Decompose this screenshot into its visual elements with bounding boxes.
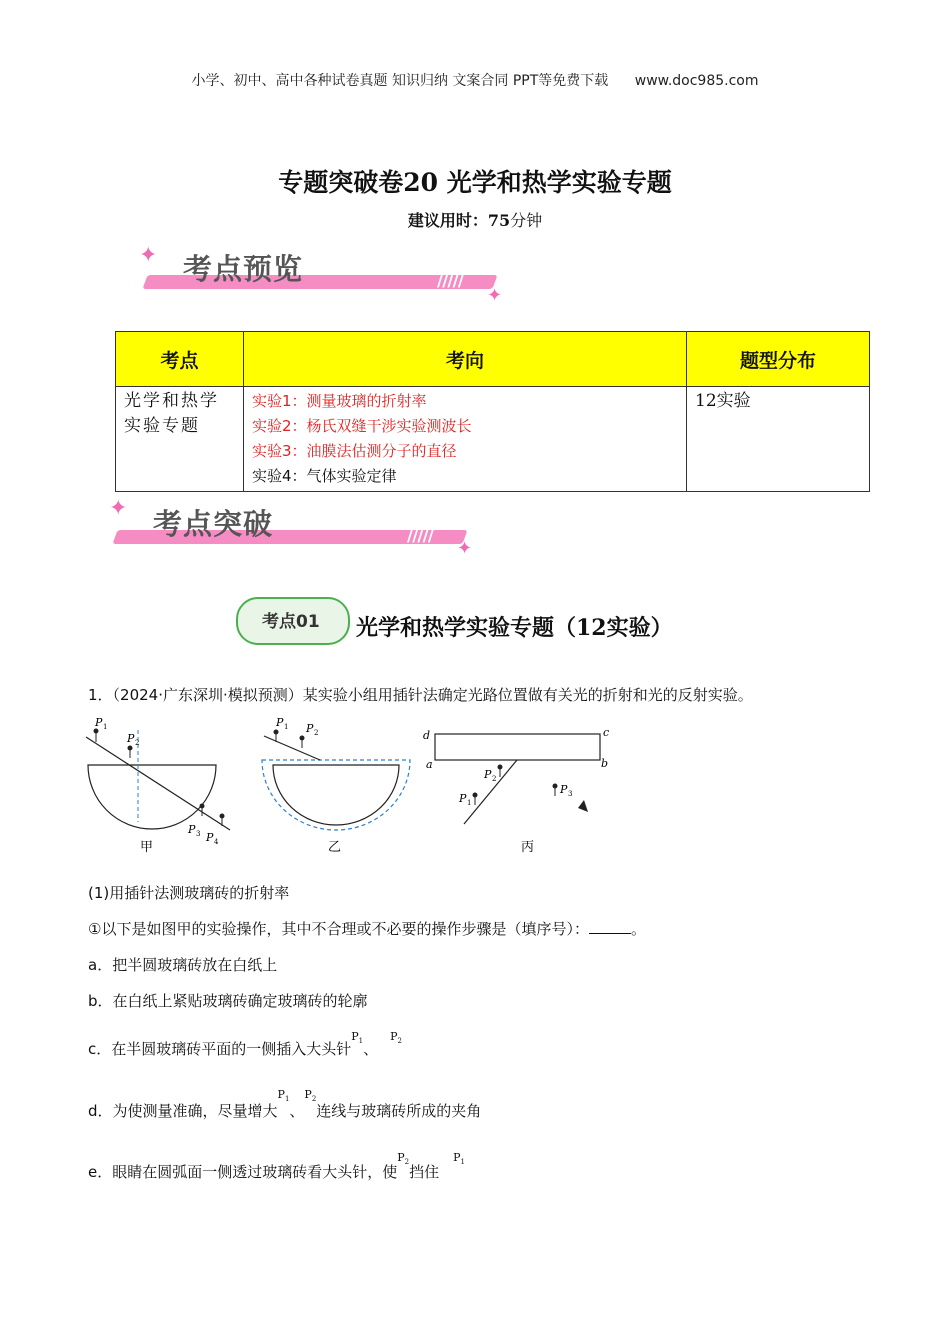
option-c-text: c．在半圆玻璃砖平面的一侧插入大头针 <box>88 1040 352 1058</box>
banner-breakthrough-text: 考点突破 <box>153 507 274 541</box>
svg-text:1: 1 <box>284 723 289 731</box>
svg-text:P: P <box>127 732 135 745</box>
svg-text:1: 1 <box>103 723 108 731</box>
figure-jia <box>86 716 230 855</box>
page-title: 专题突破卷20 光学和热学实验专题 <box>278 168 672 197</box>
svg-text:2: 2 <box>135 739 140 747</box>
sparkle-icon: ✦ <box>109 496 128 521</box>
pin-p2-symbol: P2 <box>304 1088 317 1104</box>
step-prompt-text: ①以下是如图甲的实验操作，其中不合理或不必要的操作步骤是（填序号）： <box>88 920 589 938</box>
svg-text:P: P <box>459 792 467 805</box>
suggested-time-unit: 分钟 <box>510 211 543 230</box>
pin-p2-symbol: P2 <box>390 1030 403 1046</box>
pin-p2-symbol: P2 <box>397 1151 410 1167</box>
table-cell-distribution: 12实验 <box>687 387 870 492</box>
list-item: 实验1：测量玻璃的折射率 <box>252 392 427 410</box>
hatch-decoration: ///// <box>407 526 434 546</box>
option-c: c．在半圆玻璃砖平面的一侧插入大头针$^{P_1}$、$^{P_2}$ <box>88 1030 403 1058</box>
section-title: 光学和热学实验专题（12实验） <box>356 615 673 641</box>
sparkle-icon: ✦ <box>457 538 473 559</box>
svg-text:3: 3 <box>196 830 201 838</box>
svg-text:P: P <box>276 716 284 729</box>
svg-text:2: 2 <box>314 729 319 737</box>
step-prompt <box>88 918 646 939</box>
svg-text:4: 4 <box>214 838 219 846</box>
pin-p1-symbol: P1 <box>453 1151 465 1167</box>
sparkle-icon: ✦ <box>139 243 158 268</box>
pin-p1-symbol: P1 <box>351 1030 364 1046</box>
svg-text:a: a <box>426 758 433 771</box>
table-row <box>116 387 870 492</box>
svg-text:3: 3 <box>568 790 573 798</box>
option-d: d．为使测量准确，尽量增大$^{P_1}$、$^{P_2}$连线与玻璃砖所成的夹角 <box>88 1088 482 1120</box>
figure-label-bing: 丙 <box>521 840 535 855</box>
svg-text:P: P <box>306 722 314 735</box>
topic-badge <box>236 597 350 645</box>
option-e-tail: 挡住 <box>409 1163 440 1181</box>
list-item: 实验2：杨氏双缝干涉实验测波长 <box>252 417 472 435</box>
figure-yi <box>262 716 410 855</box>
option-a: a．把半圆玻璃砖放在白纸上 <box>88 956 278 974</box>
figure-label-yi: 乙 <box>328 840 342 855</box>
header-url[interactable]: www.doc985.com <box>634 73 759 89</box>
suggested-time-label: 建议用时： <box>407 211 488 230</box>
banner-preview-text: 考点预览 <box>183 252 304 286</box>
option-e-text: e．眼睛在圆弧面一侧透过玻璃砖看大头针，使 <box>88 1163 398 1181</box>
option-e <box>88 1151 465 1182</box>
svg-text:P: P <box>560 783 568 796</box>
question-text: （2024·广东深圳·模拟预测）某实验小组用插针法确定光路位置做有关光的折射和光的反射实验。 <box>112 686 753 704</box>
answer-blank[interactable] <box>589 921 631 934</box>
topic-table <box>115 331 870 492</box>
part-1-heading: (1)用插针法测玻璃砖的折射率 <box>88 884 290 902</box>
header-text: 小学、初中、高中各种试卷真题 知识归纳 文案合同 PPT等免费下载 <box>191 73 609 89</box>
hatch-decoration: ///// <box>437 271 464 291</box>
banner-breakthrough <box>95 496 495 562</box>
option-d-text: d．为使测量准确，尽量增大 <box>88 1102 278 1120</box>
list-item: 实验3：油膜法估测分子的直径 <box>252 442 457 460</box>
question-number: 1． <box>88 686 113 704</box>
table-header: 考点 <box>116 332 244 387</box>
figure-diagrams <box>80 712 640 857</box>
suggested-time-value: 75 <box>487 211 511 230</box>
svg-text:P: P <box>484 768 492 781</box>
svg-text:P: P <box>206 831 214 844</box>
figure-label-jia: 甲 <box>140 840 154 855</box>
pin-p1-symbol: P1 <box>277 1088 290 1104</box>
topic-badge-text: 考点01 <box>262 612 320 632</box>
sparkle-icon: ✦ <box>487 285 503 306</box>
table-cell-items <box>244 387 687 492</box>
table-header: 题型分布 <box>687 332 870 387</box>
option-b: b．在白纸上紧贴玻璃砖确定玻璃砖的轮廓 <box>88 992 368 1010</box>
table-header: 考向 <box>244 332 687 387</box>
svg-text:P: P <box>95 716 103 729</box>
page-header <box>0 70 950 90</box>
banner-preview <box>125 245 525 307</box>
svg-text:P: P <box>188 823 196 836</box>
suggested-time <box>0 208 950 231</box>
svg-text:b: b <box>601 757 609 770</box>
svg-text:d: d <box>423 729 431 742</box>
list-item: 实验4：气体实验定律 <box>252 467 397 485</box>
step-prompt-end: 。 <box>630 920 646 938</box>
svg-text:2: 2 <box>492 775 497 783</box>
svg-text:c: c <box>603 726 610 739</box>
figure-bing <box>423 726 609 855</box>
svg-text:1: 1 <box>467 799 472 807</box>
table-cell-topic: 光学和热学实验专题 <box>116 387 244 492</box>
question-stem <box>88 684 753 705</box>
option-d-tail: 连线与玻璃砖所成的夹角 <box>316 1102 482 1120</box>
